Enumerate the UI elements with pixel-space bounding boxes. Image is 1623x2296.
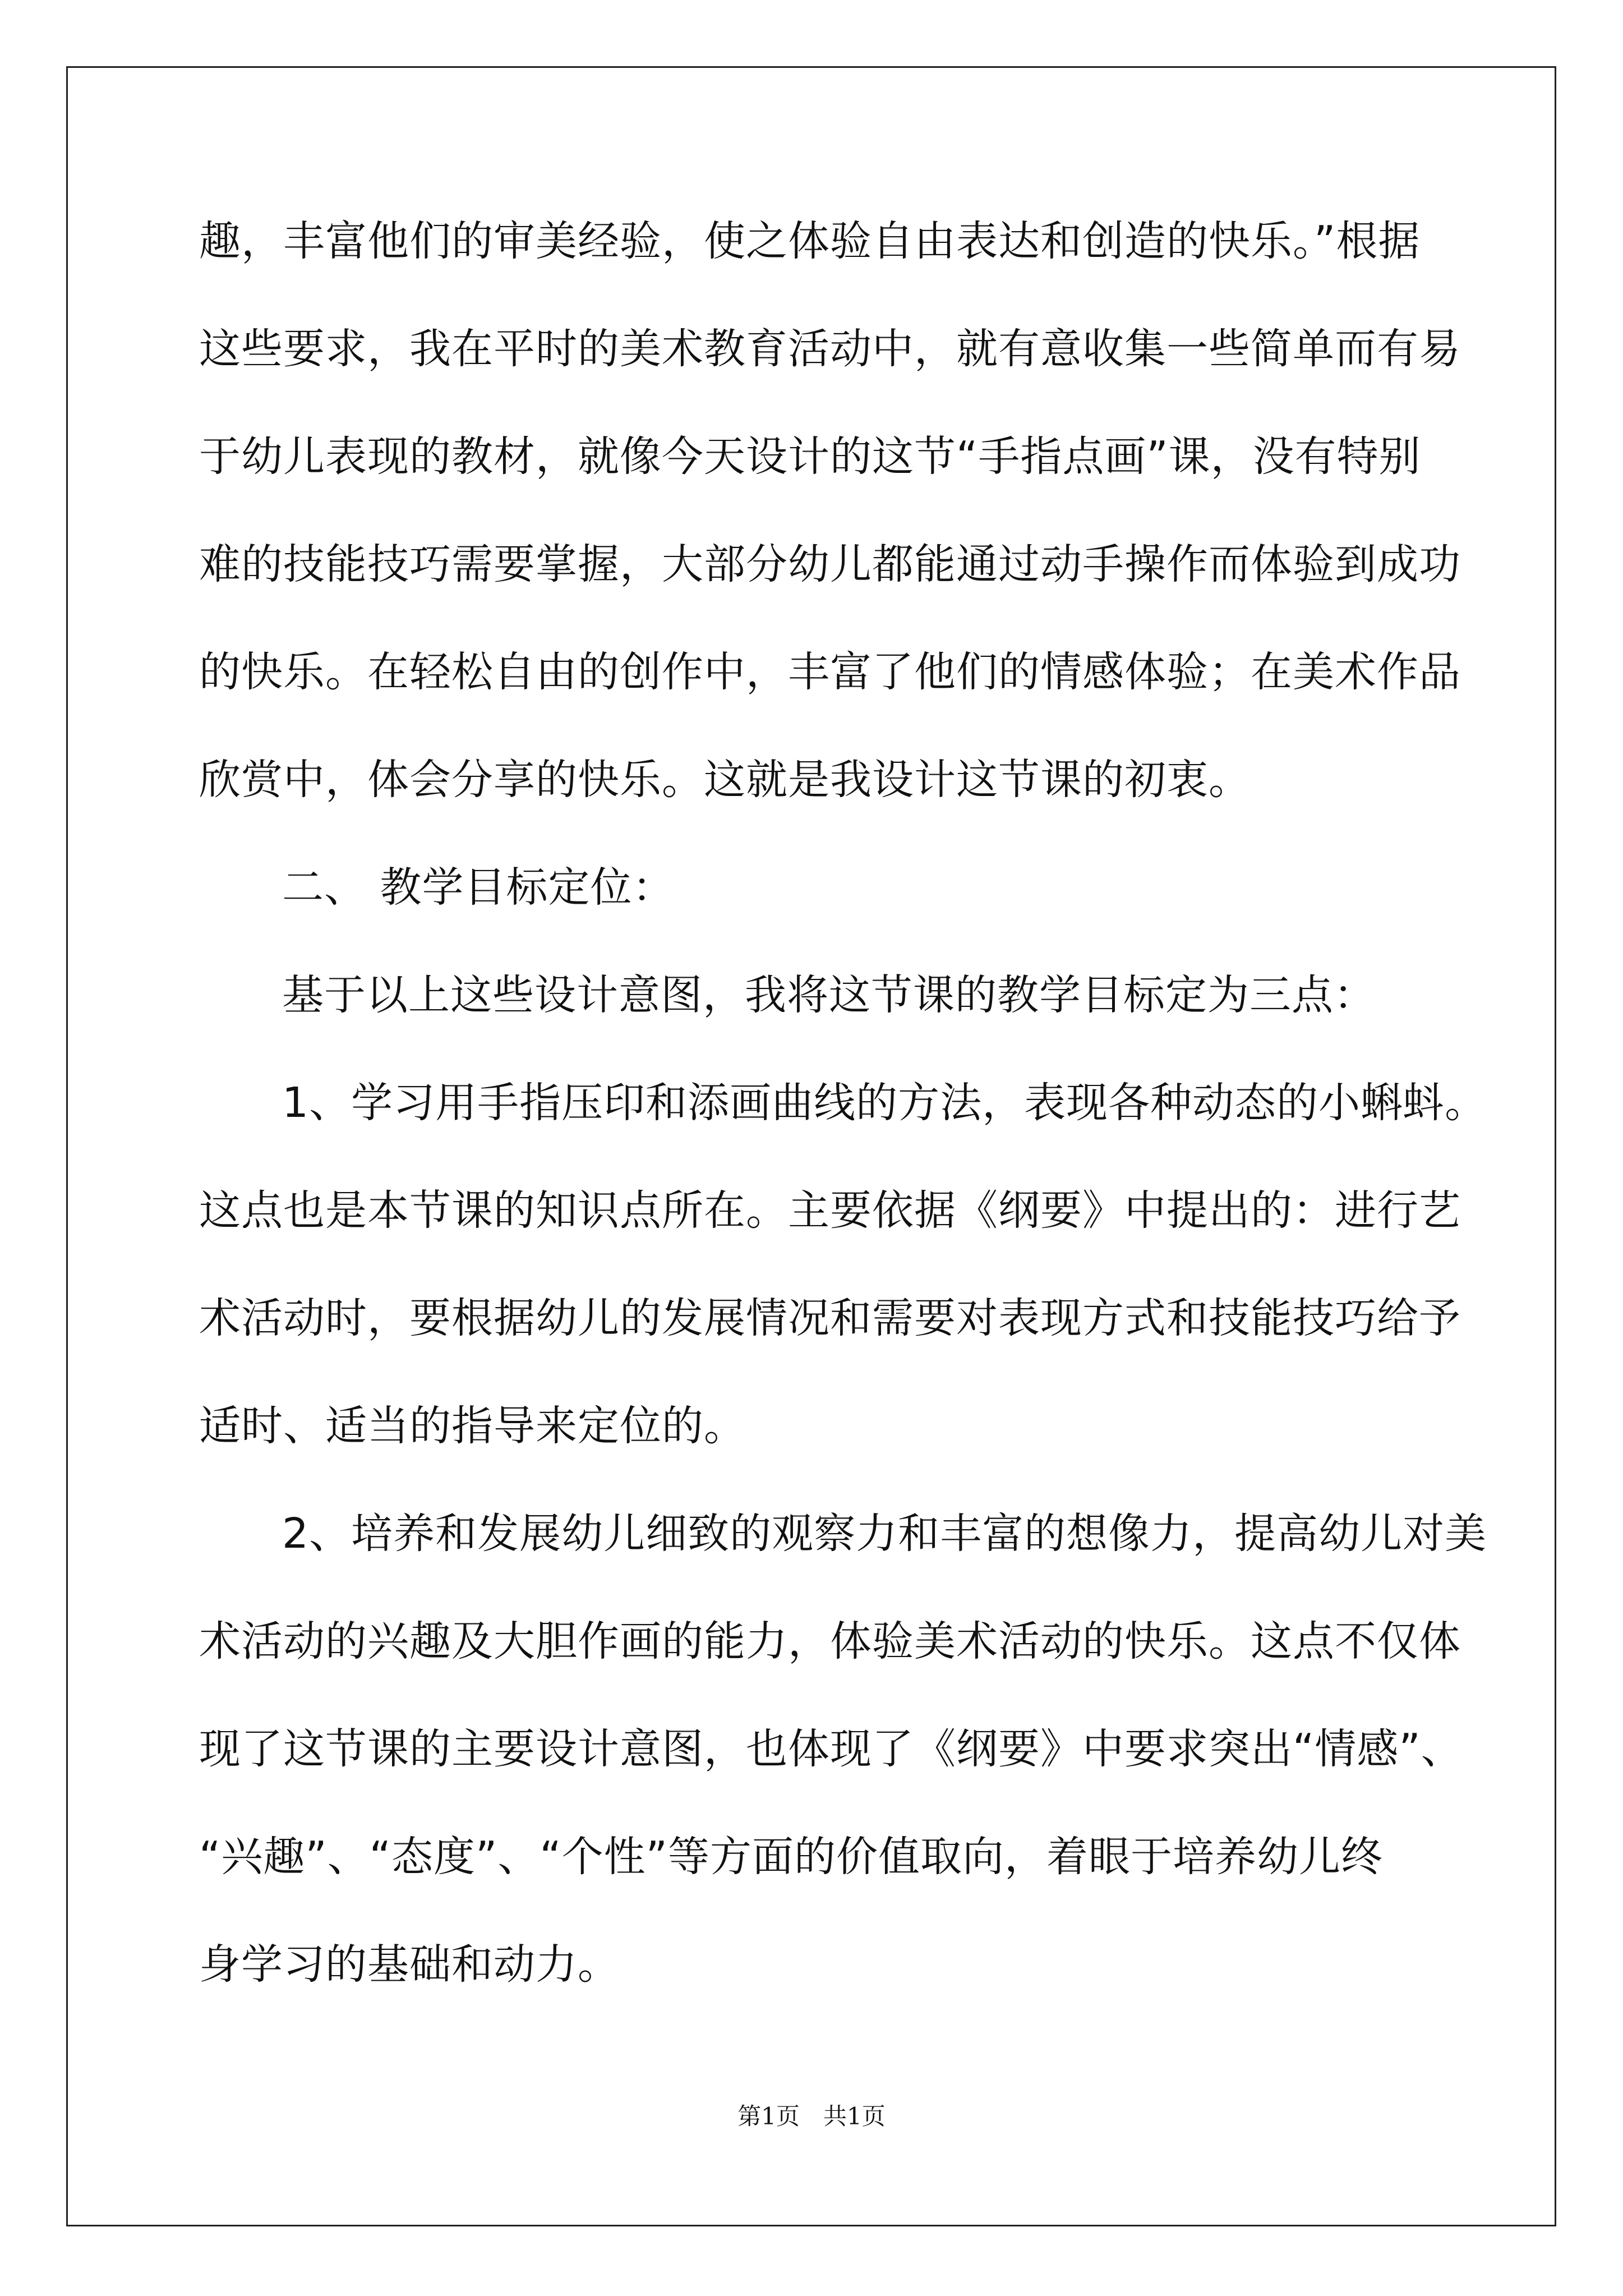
paragraph-line: 于幼儿表现的教材，就像今天设计的这节“手指点画”课，没有特别 (199, 432, 1421, 481)
paragraph-line: 基于以上这些设计意图，我将这节课的教学目标定为三点： (282, 971, 1376, 1019)
paragraph-line: 现了这节课的主要设计意图，也体现了《纲要》中要求突出“情感”、 (199, 1725, 1463, 1773)
paragraph-line: 术活动时，要根据幼儿的发展情况和需要对表现方式和技能技巧给予 (199, 1294, 1461, 1342)
list-item-line: 2、培养和发展幼儿细致的观察力和丰富的想像力，提高幼儿对美 (282, 1510, 1487, 1558)
paragraph-line: 欣赏中，体会分享的快乐。这就是我设计这节课的初衷。 (199, 756, 1251, 804)
paragraph-line: 这点也是本节课的知识点所在。主要依据《纲要》中提出的：进行艺 (199, 1186, 1461, 1235)
page-border (66, 66, 1556, 2226)
paragraph-line: 趣，丰富他们的审美经验，使之体验自由表达和创造的快乐。”根据 (199, 217, 1421, 265)
section-heading: 二、 教学目标定位： (282, 863, 675, 912)
paragraph-line: 术活动的兴趣及大胆作画的能力，体验美术活动的快乐。这点不仅体 (199, 1617, 1461, 1665)
paragraph-line: 身学习的基础和动力。 (199, 1940, 620, 1989)
paragraph-line: 适时、适当的指导来定位的。 (199, 1402, 746, 1450)
paragraph-line: 难的技能技巧需要掌握，大部分幼儿都能通过动手操作而体验到成功 (199, 540, 1461, 588)
paragraph-line: 的快乐。在轻松自由的创作中，丰富了他们的情感体验；在美术作品 (199, 648, 1461, 696)
page-footer: 第1页 共1页 (737, 2102, 886, 2130)
list-item-line: 1、学习用手指压印和添画曲线的方法，表现各种动态的小蝌蚪。 (282, 1079, 1487, 1127)
paragraph-line: “兴趣”、“态度”、“个性”等方面的价值取向，着眼于培养幼儿终 (199, 1833, 1384, 1881)
paragraph-line: 这些要求，我在平时的美术教育活动中，就有意收集一些简单而有易 (199, 325, 1461, 373)
